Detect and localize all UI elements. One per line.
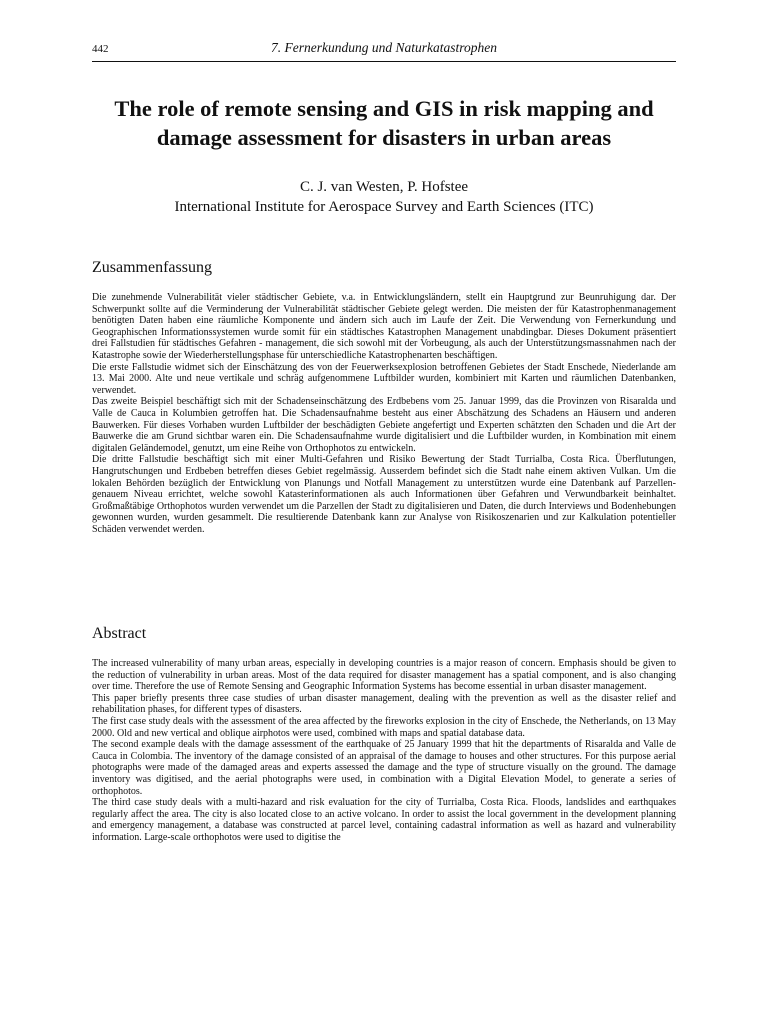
paper-affiliation: International Institute for Aerospace Survey and Earth Sciences (ITC) <box>174 199 594 215</box>
page-header <box>92 40 676 60</box>
abstract-paragraph: The increased vulnerability of many urban areas, especially in developing countries is a major reason of concern. Emphasis should be given to the reduction of vulnerability in urban areas. Most of the data required for disaster management has a spatial component, and is also changing over time. Therefore the use of Remote Sensing and Geographic Information Systems has become essential in urban disaster management. <box>92 658 676 693</box>
abstract-body <box>92 658 676 844</box>
zusammenfassung-paragraph: Das zweite Beispiel beschäftigt sich mit der Schadenseinschätzung des Erdbebens vom 25. Januar 1999, das die Provinzen von Risaralda und Valle de Cauca in Kolumbien getroffen hat. Die Schadensaufnahme besteht aus einer Abschätzung des Schadens an Häusern und anderen Bauwerken. Für dieses Vorhaben wurden Luftbilder der beschädigten Gebiete angefertigt und Experten schätzten den Schaden und die Art der Bauwerke die am Grund sichtbar waren ein. Die Schadensaufnahme wurde digitalisiert und die Luftbilder wurden, in Kombination mit einem digitalen Geländemodel, genutzt, um eine Reihe von Orthophotos zu entwickeln. <box>92 396 676 454</box>
abstract-paragraph: The second example deals with the damage assessment of the earthquake of 25 January 1999 that hit the departments of Risaralda and Valle de Cauca in Colombia. The inventory of the damage consisted of an appraisal of the damage to houses and other structures. For this purpose aerial photographs were made of the damaged areas and experts assessed the damage and the type of structure visually on the ground. The damage inventory was digitised, and the aerial photographs were used, in combination with a Digital Elevation Model, to generate a series of orthophotos. <box>92 739 676 797</box>
zusammenfassung-heading: Zusammenfassung <box>92 259 212 276</box>
zusammenfassung-paragraph: Die zunehmende Vulnerabilität vieler städtischer Gebiete, v.a. in Entwicklungsländern, stellt ein Hauptgrund zur Beunruhigung dar. Der Schwerpunkt sollte auf die Verminderung der Vulnerabilität städtischer Gebiete gelegt werden. Die meisten der für Katastrophenmanagement benötigten Daten haben eine räumliche Komponente und ändern sich auch im Laufe der Zeit. Die Verwendung von Fernerkundung und Geographischen Informationssystemen wurde somit für ein städtisches Katastrophen Management unabdingbar. Dieses Dokument präsentiert drei Fallstudien für städtisches Gefahren - management, die sich sowohl mit der Vorbeugung, als auch der Unterstützungsmassnahmen nach der Katastrophe sowie der Wiederherstellungsphase für unterschiedliche Katastrophenarten beschäftigen. <box>92 292 676 361</box>
page-number: 442 <box>92 43 109 55</box>
abstract-heading: Abstract <box>92 625 147 642</box>
abstract-paragraph: The first case study deals with the assessment of the area affected by the fireworks explosion in the city of Enschede, the Netherlands, on 13 May 2000. Old and new vertical and oblique airphotos were used, combined with maps and spatial database data. <box>92 715 676 739</box>
running-head: 7. Fernerkundung und Naturkatastrophen <box>271 40 497 55</box>
paper-title: The role of remote sensing and GIS in risk mapping and damage assessment for disasters in urban areas <box>114 96 654 150</box>
zusammenfassung-paragraph: Die dritte Fallstudie beschäftigt sich mit einer Multi-Gefahren und Risiko Bewertung der Stadt Turrialba, Costa Rica. Überflutungen, Hangrutschungen und Erdbeben betreffen dieses Gebiet regelmässig. Ausserdem befindet sich die Stadt nahe einem aktiven Vulkan. Um die lokalen Behörden bezüglich der Entwicklung von Planungs und Notfall Management zu unterstützen wurde eine Datenbank auf Parzellen-genauem Niveau errichtet, welche sowohl Katasterinformationen als auch Informationen über Gefahren und Verwundbarkeit beinhaltet. Großmaßtäbige Orthophotos wurden verwendet um die Parzellen der Stadt zu digitalisieren und Daten, die durch Interviews und Bodenhebungen gewonnen wurden, wurden gesammelt. Die resultierende Datenbank kann zur Analyse von Risikoszenarien und zur Kalkulation potentieller Schäden verwendet werden. <box>92 454 676 535</box>
header-rule <box>92 61 676 62</box>
abstract-paragraph: The third case study deals with a multi-hazard and risk evaluation for the city of Turrialba, Costa Rica. Floods, landslides and earthquakes regularly affect the area. The city is also located close to an active volcano. In order to assist the local government in the development planning and emergency management, a database was constructed at parcel level, containing cadastral information as well as hazard and vulnerability information. Large-scale orthophotos were used to digitise the <box>92 797 676 843</box>
abstract-paragraph: This paper briefly presents three case studies of urban disaster management, dealing with the prevention as well as the disaster relief and rehabilitation phases, for different types of disasters. <box>92 692 676 716</box>
zusammenfassung-body <box>92 292 676 535</box>
paper-authors: C. J. van Westen, P. Hofstee <box>299 179 469 195</box>
zusammenfassung-paragraph: Die erste Fallstudie widmet sich der Einschätzung des von der Feuerwerksexplosion betroffenen Gebietes der Stadt Enschede, Niederlande am 13. Mai 2000. Alte und neue vertikale und schräg aufgenommene Luftbilder wurden, kombiniert mit Karten und räumlichen Datenbanken, verwendet. <box>92 361 676 396</box>
